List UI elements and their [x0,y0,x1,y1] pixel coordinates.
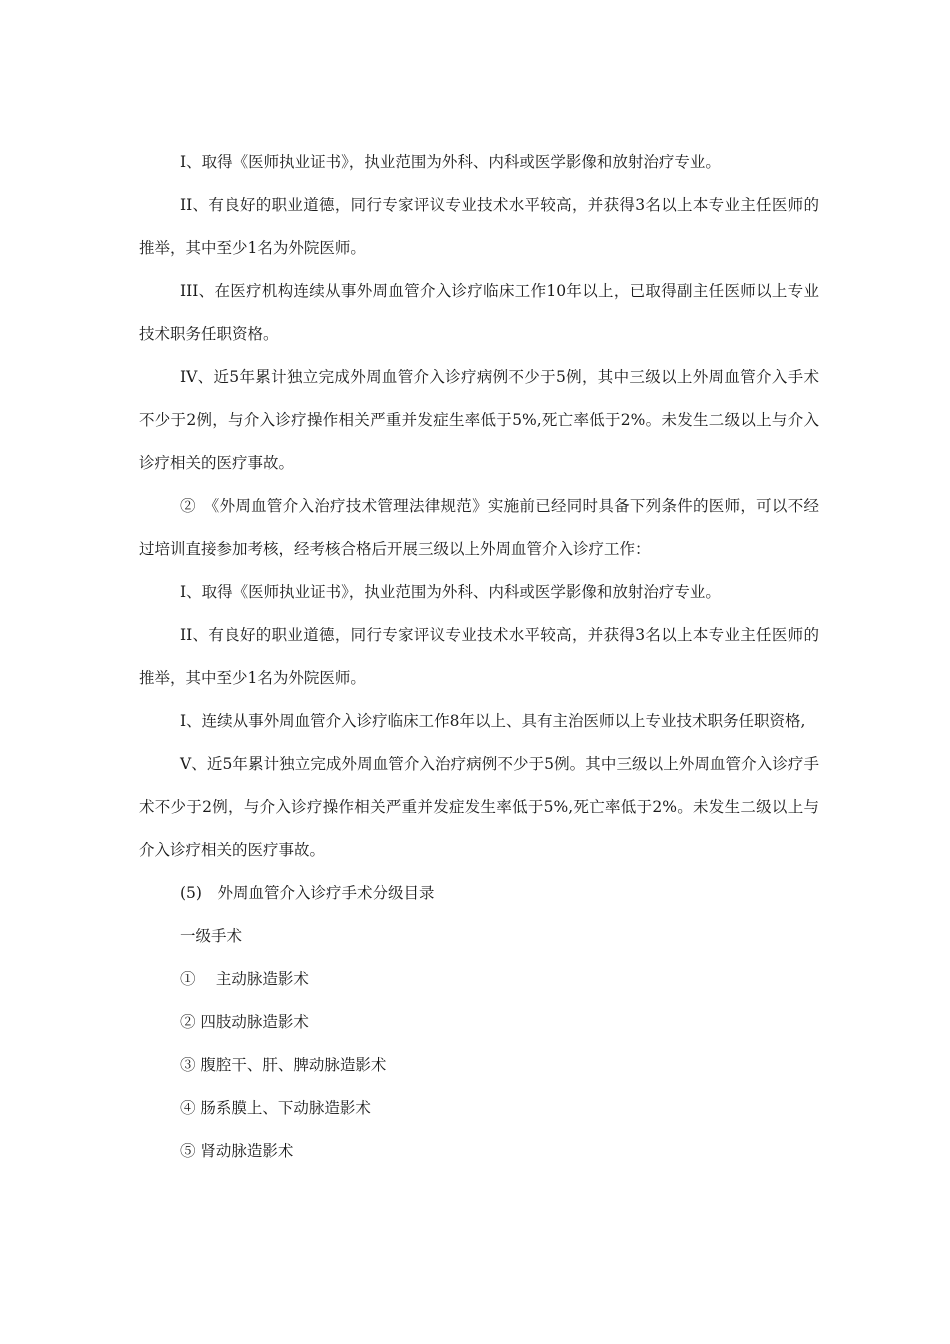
paragraph-5: ② 《外周血管介入治疗技术管理法律规范》实施前已经同时具备下列条件的医师，可以不经过培训直接参加考核，经考核合格后开展三级以上外周血管介入诊疗工作： [139,497,819,558]
paragraph-1: I、取得《医师执业证书》，执业范围为外科、内科或医学影像和放射治疗专业。 [180,153,721,171]
section-title: 一级手术 [180,927,243,945]
paragraph-9: V、近5年累计独立完成外周血管介入治疗病例不少于5例。其中三级以上外周血管介入诊疗手术不少于2例，与介入诊疗操作相关严重并发症发生率低于5%,死亡率低于2%。未发生二级以上与介入诊疗相关的医疗事故。 [139,755,819,859]
paragraph-4: IV、近5年累计独立完成外周血管介入诊疗病例不少于5例，其中三级以上外周血管介入手术不少于2例，与介入诊疗操作相关严重并发症生率低于5%,死亡率低于2%。未发生二级以上与介入诊疗相关的医疗事故。 [139,368,819,472]
section-heading: (5) 外周血管介入诊疗手术分级目录 [180,884,435,902]
list-item: ② 四肢动脉造影术 [180,1013,309,1031]
list-item: ① 主动脉造影术 [180,970,309,988]
list-item: ③ 腹腔干、肝、脾动脉造影术 [180,1056,387,1074]
list-item: ④ 肠系膜上、下动脉造影术 [180,1099,371,1117]
paragraph-3: III、在医疗机构连续从事外周血管介入诊疗临床工作10年以上，已取得副主任医师以上专业技术职务任职资格。 [139,282,819,343]
list-item: ⑤ 肾动脉造影术 [180,1142,294,1160]
paragraph-8: I、连续从事外周血管介入诊疗临床工作8年以上、具有主治医师以上专业技术职务任职资格, [180,712,806,730]
paragraph-7: II、有良好的职业道德，同行专家评议专业技术水平较高，并获得3名以上本专业主任医师的推举，其中至少1名为外院医师。 [139,626,819,687]
paragraph-6: I、取得《医师执业证书》，执业范围为外科、内科或医学影像和放射治疗专业。 [180,583,721,601]
paragraph-2: II、有良好的职业道德，同行专家评议专业技术水平较高，并获得3名以上本专业主任医师的推举，其中至少1名为外院医师。 [139,196,819,257]
document-body [139,141,819,1173]
